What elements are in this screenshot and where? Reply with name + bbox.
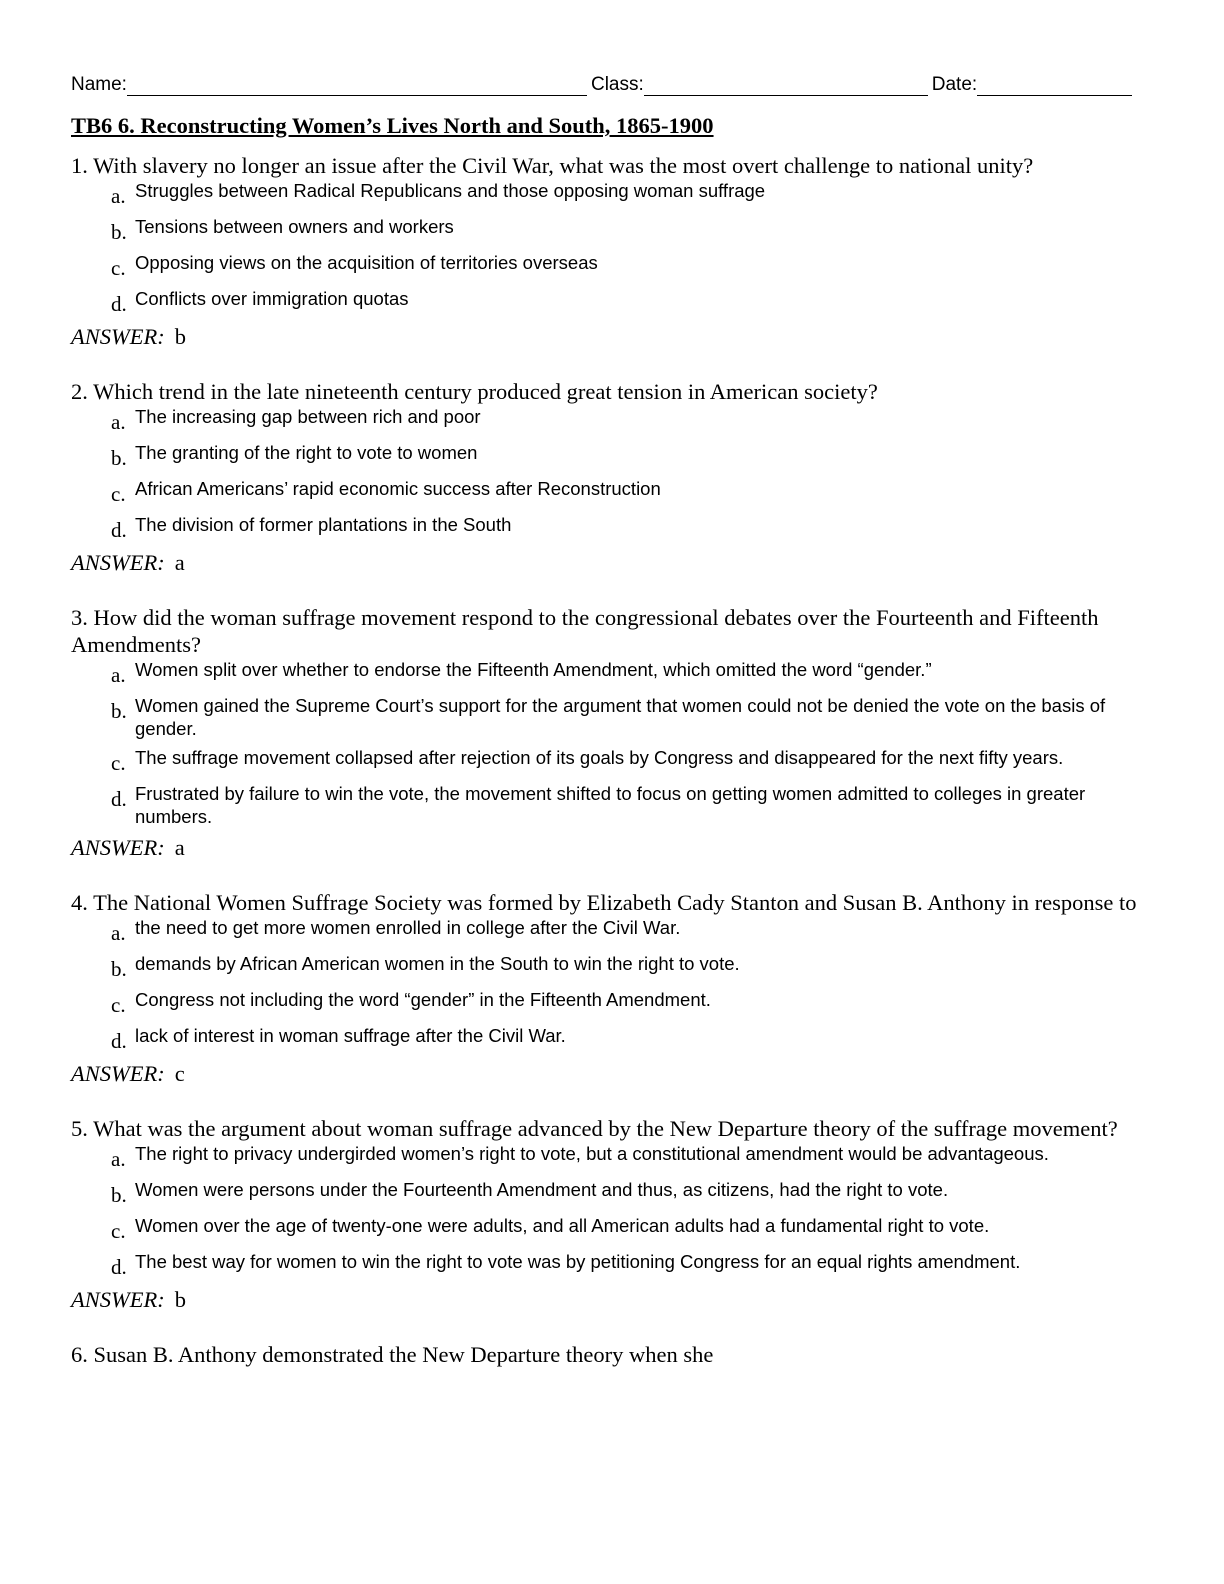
option-item bbox=[111, 952, 1143, 982]
option-text: Women gained the Supreme Court’s support for the argument that women could not be denied the vote on the basis of gender. bbox=[135, 695, 1106, 739]
option-letter: b. bbox=[111, 957, 127, 981]
option-item bbox=[111, 441, 1143, 471]
option-letter: a. bbox=[111, 410, 126, 434]
answer-value: b bbox=[174, 324, 186, 349]
option-text: The right to privacy undergirded women’s right to vote, but a constitutional amendment would be advantageous. bbox=[135, 1143, 1049, 1164]
question-text: 5. What was the argument about woman suffrage advanced by the New Departure theory of the suffrage movement? bbox=[71, 1116, 1118, 1141]
option-text: Women over the age of twenty-one were adults, and all American adults had a fundamental right to vote. bbox=[135, 1215, 990, 1236]
option-item bbox=[111, 1214, 1143, 1244]
option-text: The division of former plantations in the South bbox=[135, 514, 512, 535]
answer-label: ANSWER: bbox=[71, 1061, 165, 1086]
question-5 bbox=[71, 1115, 1143, 1314]
option-item bbox=[111, 746, 1143, 776]
question-2 bbox=[71, 378, 1143, 577]
question-6 bbox=[71, 1341, 1143, 1368]
option-letter: d. bbox=[111, 518, 127, 542]
option-item bbox=[111, 287, 1143, 317]
answer-line bbox=[71, 549, 1143, 577]
answer-value: b bbox=[174, 1287, 186, 1312]
question-text: 6. Susan B. Anthony demonstrated the New Departure theory when she bbox=[71, 1342, 714, 1367]
option-text: Women split over whether to endorse the Fifteenth Amendment, which omitted the word “gender.” bbox=[135, 659, 932, 680]
name-field[interactable] bbox=[127, 75, 587, 96]
question-1 bbox=[71, 152, 1143, 351]
question-text: 3. How did the woman suffrage movement respond to the congressional debates over the Fourteenth and Fifteenth Amendments? bbox=[71, 605, 1099, 657]
option-text: lack of interest in woman suffrage after the Civil War. bbox=[135, 1025, 566, 1046]
option-list bbox=[111, 179, 1143, 317]
option-list bbox=[111, 405, 1143, 543]
option-text: demands by African American women in the South to win the right to vote. bbox=[135, 953, 740, 974]
answer-label: ANSWER: bbox=[71, 550, 165, 575]
question-4 bbox=[71, 889, 1143, 1088]
date-label: Date: bbox=[931, 74, 978, 95]
option-item bbox=[111, 658, 1143, 688]
answer-label: ANSWER: bbox=[71, 1287, 165, 1312]
option-item bbox=[111, 215, 1143, 245]
option-text: Congress not including the word “gender” in the Fifteenth Amendment. bbox=[135, 989, 711, 1010]
option-item bbox=[111, 988, 1143, 1018]
option-text: African Americans’ rapid economic success after Reconstruction bbox=[135, 478, 661, 499]
option-text: Opposing views on the acquisition of territories overseas bbox=[135, 252, 598, 273]
answer-line bbox=[71, 834, 1143, 862]
option-letter: b. bbox=[111, 1183, 127, 1207]
option-item bbox=[111, 694, 1143, 740]
answer-value: a bbox=[174, 835, 185, 860]
option-letter: c. bbox=[111, 482, 126, 506]
answer-line bbox=[71, 1286, 1143, 1314]
name-label: Name: bbox=[71, 74, 127, 95]
option-item bbox=[111, 1024, 1143, 1054]
option-letter: c. bbox=[111, 993, 126, 1017]
option-item bbox=[111, 782, 1143, 828]
page-title: TB6 6. Reconstructing Women’s Lives North and South, 1865-1900 bbox=[71, 113, 714, 138]
option-letter: b. bbox=[111, 220, 127, 244]
answer-label: ANSWER: bbox=[71, 324, 165, 349]
option-letter: a. bbox=[111, 184, 126, 208]
option-letter: b. bbox=[111, 699, 127, 723]
question-text: 4. The National Women Suffrage Society was formed by Elizabeth Cady Stanton and Susan B. Anthony in response to bbox=[71, 890, 1137, 915]
answer-line bbox=[71, 1060, 1143, 1088]
answer-value: a bbox=[174, 550, 185, 575]
class-label: Class: bbox=[590, 74, 644, 95]
option-item bbox=[111, 405, 1143, 435]
option-letter: a. bbox=[111, 663, 126, 687]
option-letter: d. bbox=[111, 1029, 127, 1053]
option-text: Tensions between owners and workers bbox=[135, 216, 454, 237]
option-text: The increasing gap between rich and poor bbox=[135, 406, 481, 427]
class-field[interactable] bbox=[644, 75, 928, 96]
answer-line bbox=[71, 323, 1143, 351]
option-item bbox=[111, 916, 1143, 946]
option-list bbox=[111, 658, 1143, 828]
option-text: Women were persons under the Fourteenth Amendment and thus, as citizens, had the right to vote. bbox=[135, 1179, 949, 1200]
option-text: Frustrated by failure to win the vote, the movement shifted to focus on getting women admitted to colleges in greater numbers. bbox=[135, 783, 1086, 827]
question-text: 2. Which trend in the late nineteenth century produced great tension in American society? bbox=[71, 379, 878, 404]
option-item bbox=[111, 179, 1143, 209]
option-item bbox=[111, 1178, 1143, 1208]
question-3 bbox=[71, 604, 1143, 862]
option-letter: d. bbox=[111, 1255, 127, 1279]
option-letter: d. bbox=[111, 292, 127, 316]
option-item bbox=[111, 1142, 1143, 1172]
date-field[interactable] bbox=[977, 75, 1132, 96]
worksheet-page bbox=[71, 70, 1143, 1368]
option-letter: b. bbox=[111, 446, 127, 470]
option-text: The granting of the right to vote to women bbox=[135, 442, 478, 463]
option-item bbox=[111, 477, 1143, 507]
option-letter: c. bbox=[111, 1219, 126, 1243]
option-text: Struggles between Radical Republicans and those opposing woman suffrage bbox=[135, 180, 766, 201]
option-item bbox=[111, 1250, 1143, 1280]
option-text: The best way for women to win the right to vote was by petitioning Congress for an equal rights amendment. bbox=[135, 1251, 1021, 1272]
option-text: the need to get more women enrolled in college after the Civil War. bbox=[135, 917, 681, 938]
answer-value: c bbox=[174, 1061, 185, 1086]
option-letter: c. bbox=[111, 256, 126, 280]
option-list bbox=[111, 916, 1143, 1054]
option-letter: d. bbox=[111, 787, 127, 811]
option-letter: a. bbox=[111, 921, 126, 945]
option-text: The suffrage movement collapsed after rejection of its goals by Congress and disappeared for the next fifty years. bbox=[135, 747, 1064, 768]
option-text: Conflicts over immigration quotas bbox=[135, 288, 409, 309]
option-list bbox=[111, 1142, 1143, 1280]
option-item bbox=[111, 513, 1143, 543]
answer-label: ANSWER: bbox=[71, 835, 165, 860]
option-item bbox=[111, 251, 1143, 281]
option-letter: a. bbox=[111, 1147, 126, 1171]
header-fields bbox=[71, 70, 1143, 96]
question-text: 1. With slavery no longer an issue after the Civil War, what was the most overt challenge to national unity? bbox=[71, 153, 1034, 178]
option-letter: c. bbox=[111, 751, 126, 775]
